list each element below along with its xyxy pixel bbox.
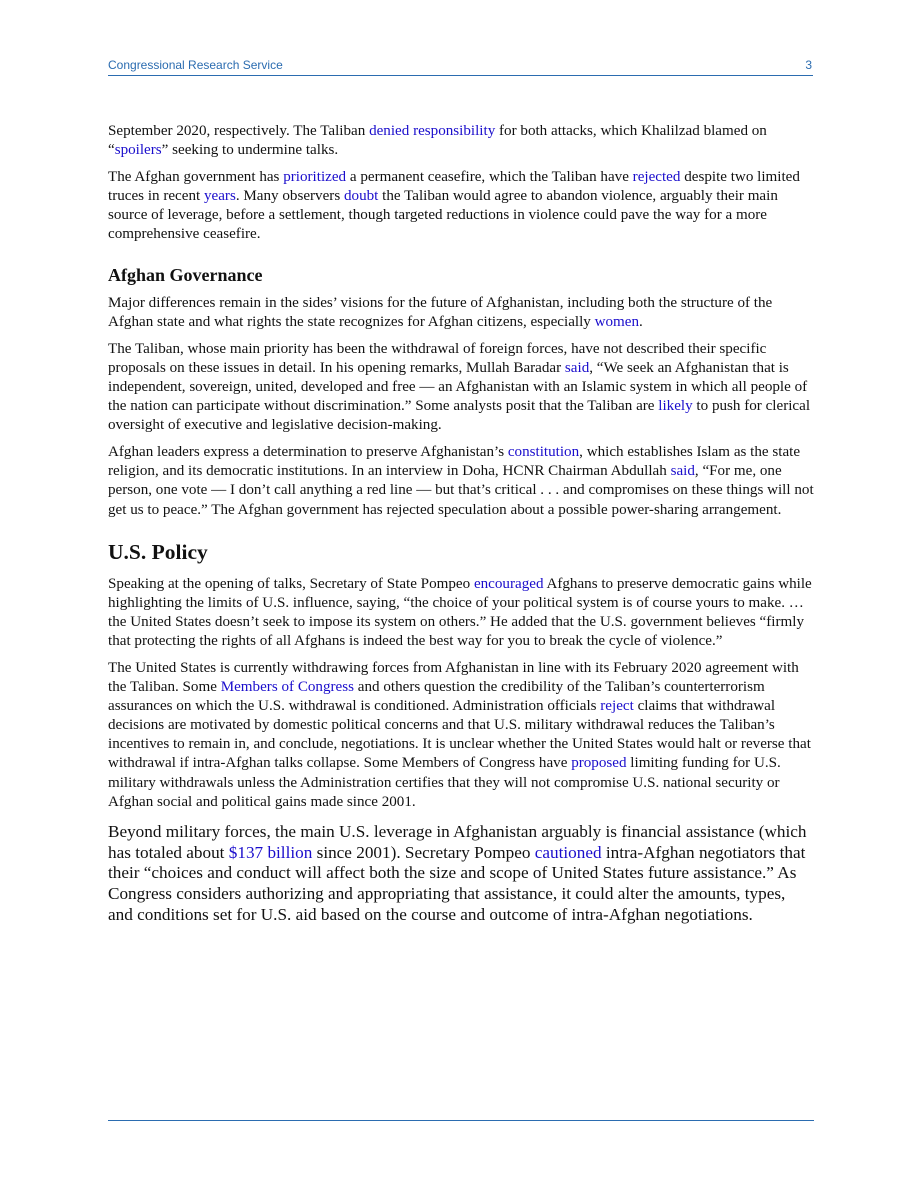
heading-us-policy: U.S. Policy [108, 539, 208, 564]
link-rejected[interactable]: rejected [632, 169, 681, 186]
footer-divider [108, 1120, 814, 1121]
link-likely[interactable]: likely [658, 398, 693, 415]
link-spoilers[interactable]: spoilers [114, 142, 162, 159]
document-body [108, 122, 814, 934]
link-prioritized[interactable]: prioritized [283, 169, 347, 186]
link-members-of-congress[interactable]: Members of Congress [220, 679, 354, 696]
link-doubt[interactable]: doubt [343, 188, 379, 205]
paragraph: The Taliban, whose main priority has been the withdrawal of foreign forces, have not described their specific proposals on these issues in detail. In his opening remarks, Mullah Baradar said, “We seek an Afghanistan that is independent, sovereign, united, developed and free — an Afghanistan with an Islamic system in which all people of the nation can participate without discrimination.” Some analysts posit that the Taliban are likely to push for clerical oversight of executive and legislative decision-making. [108, 340, 811, 434]
paragraph: Speaking at the opening of talks, Secretary of State Pompeo encouraged Afghans to preserve democratic gains while highlighting the limits of U.S. influence, saying, “the choice of your political system is of course yours to make. … the United States doesn’t seek to impose its system on others.” He added that the U.S. government believes “firmly that protecting the rights of all Afghans is indeed the best way for you to break the cycle of violence.” [108, 575, 812, 649]
paragraph: Major differences remain in the sides’ visions for the future of Afghanistan, including both the structure of the Afghan state and what rights the state recognizes for Afghan citizens, especially women. [108, 294, 773, 330]
link-years[interactable]: years [203, 188, 236, 205]
paragraph: Afghan leaders express a determination to preserve Afghanistan’s constitution, which establishes Islam as the state religion, and its democratic institutions. In an interview in Doha, HCNR Chairman Abdullah said, “For me, one person, one vote — I don’t call anything a red line — but that’s critical . . . and compromises on these things will not get us to peace.” The Afghan government has rejected speculation about a possible power-sharing arrangement. [108, 444, 814, 518]
paragraph: The Afghan government has prioritized a permanent ceasefire, which the Taliban have rejected despite two limited truces in recent years. Many observers doubt the Taliban would agree to abandon violence, arguably their main source of leverage, before a settlement, though targeted reductions in violence could pave the way for a more comprehensive ceasefire. [108, 169, 800, 243]
link-said-baradar[interactable]: said [564, 359, 590, 376]
paragraph: The United States is currently withdrawing forces from Afghanistan in line with its February 2020 agreement with the Taliban. Some Members of Congress and others question the credibility of the Taliban’s counterterrorism assurances on which the U.S. withdrawal is conditioned. Administration officials reject claims that withdrawal decisions are motivated by domestic political concerns and that U.S. military withdrawal reduces the Taliban’s incentives to remain in, and conclude, negotiations. It is unclear whether the United States would halt or reverse that withdrawal if intra-Afghan talks collapse. Some Members of Congress have proposed limiting funding for U.S. military withdrawals unless the Administration certifies that they will not compromise U.S. national security or Afghan social and political gains made since 2001. [108, 659, 811, 810]
heading-afghan-governance: Afghan Governance [108, 264, 263, 285]
paragraph: Beyond military forces, the main U.S. leverage in Afghanistan arguably is financial assistance (which has totaled about $137 billion since 2001). Secretary Pompeo cautioned intra-Afghan negotiators that their “choices and conduct will affect both the size and scope of United States future assistance.” As Congress considers authorizing and appropriating that assistance, it could alter the amounts, types, and conditions set for U.S. aid based on the course and outcome of intra-Afghan negotiations. [108, 821, 807, 924]
header-org: Congressional Research Service [108, 58, 283, 72]
page-number: 3 [805, 58, 812, 72]
link-denied-responsibility[interactable]: denied responsibility [369, 123, 496, 139]
paragraph: September 2020, respectively. The Taliban denied responsibility for both attacks, which Khalilzad blamed on “spoilers” seeking to undermine talks. [108, 123, 767, 159]
link-women[interactable]: women [594, 313, 640, 330]
link-proposed[interactable]: proposed [571, 755, 627, 772]
link-constitution[interactable]: constitution [507, 444, 580, 461]
link-137-billion[interactable]: $137 billion [228, 842, 313, 862]
link-reject[interactable]: reject [600, 698, 634, 715]
link-said-abdullah[interactable]: said [670, 463, 695, 480]
page-header [108, 58, 813, 76]
link-cautioned[interactable]: cautioned [534, 842, 602, 862]
link-encouraged[interactable]: encouraged [473, 575, 544, 592]
